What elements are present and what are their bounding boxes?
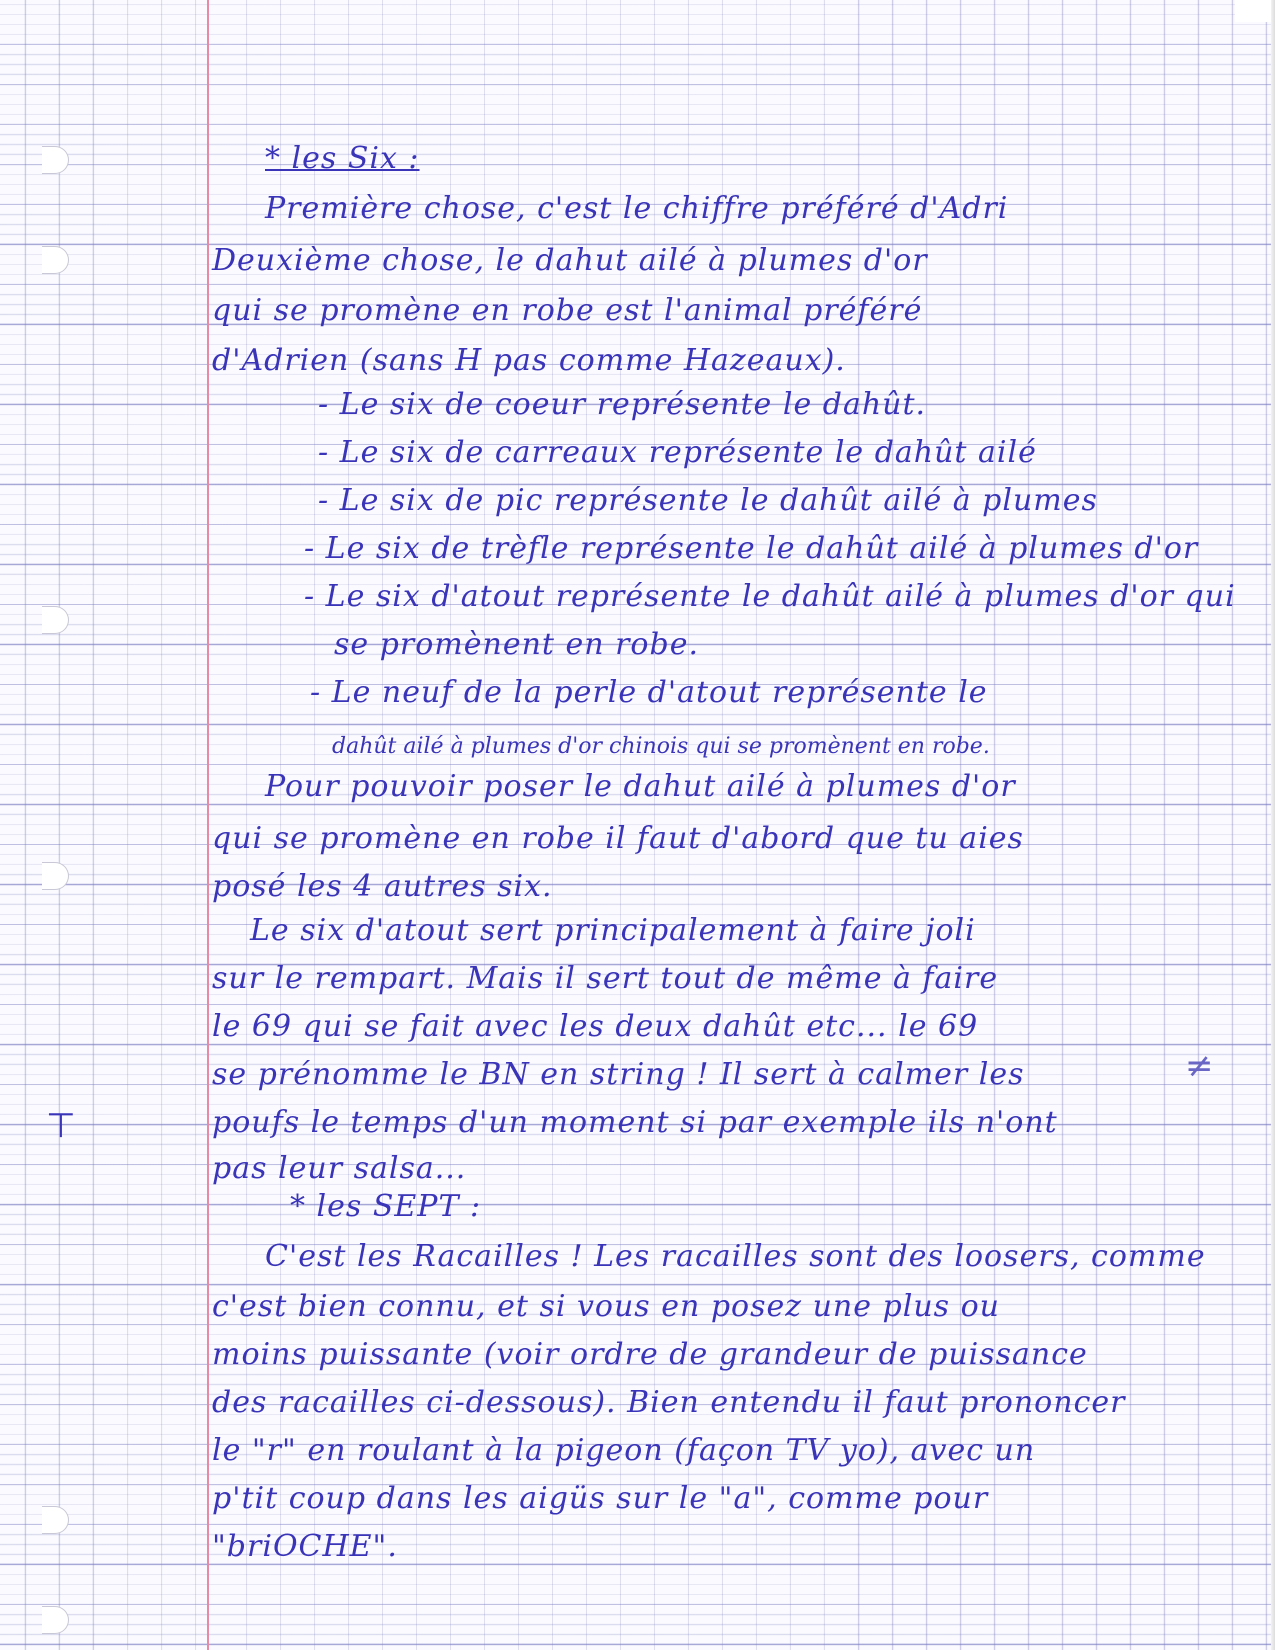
text-line: - Le six de carreaux représente le dahût ailé [318, 435, 1037, 470]
text-line: le "r" en roulant à la pigeon (façon TV yo), avec un [212, 1433, 1036, 1468]
text-line: sur le rempart. Mais il sert tout de même à faire [212, 961, 999, 996]
text-line: des racailles ci-dessous). Bien entendu il faut prononcer [212, 1385, 1126, 1420]
text-line: qui se promène en robe il faut d'abord que tu aies [212, 821, 1024, 856]
text-line: se promènent en robe. [334, 627, 699, 662]
scribble-icon: ≠ [1185, 1046, 1214, 1086]
text-line: "briOCHE". [212, 1529, 398, 1564]
text-line: Première chose, c'est le chiffre préféré d'Adri [265, 191, 1009, 226]
text-line: qui se promène en robe est l'animal préféré [212, 293, 923, 328]
text-line: moins puissante (voir ordre de grandeur de puissance [212, 1337, 1088, 1372]
text-line: pas leur salsa... [212, 1151, 467, 1186]
text-line: d'Adrien (sans H pas comme Hazeaux). [212, 343, 846, 378]
text-line: - Le neuf de la perle d'atout représente le [310, 675, 988, 710]
section-heading-six: * les Six : [265, 141, 420, 176]
text-line: Pour pouvoir poser le dahut ailé à plumes d'or [265, 769, 1016, 804]
text-line: p'tit coup dans les aigüs sur le "a", comme pour [212, 1481, 989, 1516]
text-line: - Le six de pic représente le dahût ailé à plumes [318, 483, 1098, 518]
text-line: dahût ailé à plumes d'or chinois qui se promènent en robe. [332, 734, 990, 759]
text-line: C'est les Racailles ! Les racailles sont des loosers, comme [265, 1239, 1206, 1274]
text-line: se prénomme le BN en string ! Il sert à calmer les [212, 1057, 1025, 1092]
text-line: poufs le temps d'un moment si par exemple ils n'ont [212, 1105, 1058, 1140]
text-line: Le six d'atout sert principalement à faire joli [250, 913, 976, 948]
text-line: le 69 qui se fait avec les deux dahût etc... le 69 [212, 1009, 979, 1044]
pen-mark-icon: ⊤ [46, 1106, 76, 1146]
text-line: - Le six de coeur représente le dahût. [318, 387, 927, 422]
text-line: posé les 4 autres six. [212, 869, 553, 904]
text-line: - Le six de trèfle représente le dahût ailé à plumes d'or [304, 531, 1199, 566]
text-line: Deuxième chose, le dahut ailé à plumes d'or [212, 243, 928, 278]
section-heading-sept: * les SEPT : [290, 1189, 482, 1224]
text-line: - Le six d'atout représente le dahût ailé à plumes d'or qui [304, 579, 1236, 614]
text-line: c'est bien connu, et si vous en posez une plus ou [212, 1289, 1000, 1324]
